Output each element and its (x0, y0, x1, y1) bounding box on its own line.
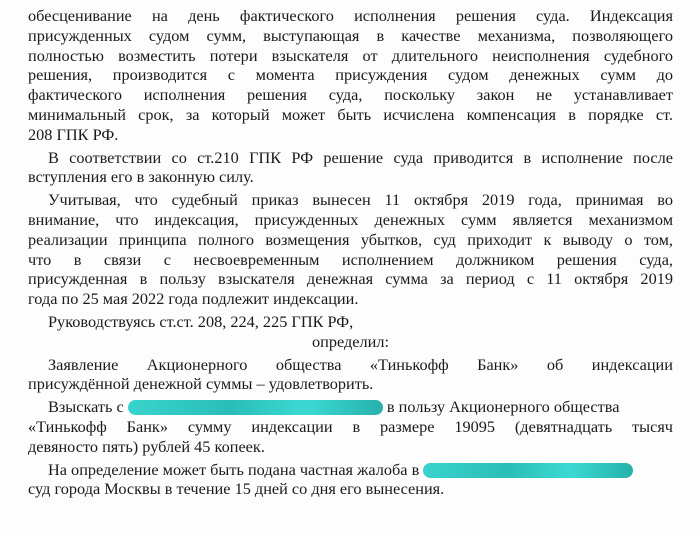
document-body (28, 6, 673, 499)
text-line: «Тинькофф Банк» сумму индексации в размере 19095 (девятнадцать тысяч (28, 416, 673, 436)
text-line: года по 25 мая 2022 года подлежит индексации. (28, 289, 359, 309)
text-line: В соответствии со ст.210 ГПК РФ решение суда приводится в исполнение после (48, 147, 673, 167)
text-line: присужденная в пользу взыскателя денежная сумма за период с 11 октября 2019 (28, 269, 673, 289)
text-line: вступления его в законную силу. (28, 167, 254, 187)
text-line: минимальный срок, за который может быть исчислена компенсация в порядке ст. (28, 104, 673, 124)
text-line: фактического исполнения решения суда, поскольку закон не устанавливает (28, 85, 673, 105)
text-line: решения, производится с момента присуждения судом денежных сумм до (28, 65, 673, 85)
text-line-with-redaction (28, 460, 673, 480)
decision-heading: определил: (311, 331, 389, 351)
redaction-mark (128, 400, 383, 415)
text-line: Учитывая, что судебный приказ вынесен 11 октября 2019 года, принимая во (48, 190, 673, 210)
text-line: присуждённой денежной суммы – удовлетворить. (28, 374, 374, 394)
text-line: полностью возместить потери взыскателя от длительного неисполнения судебного (28, 45, 673, 65)
text-fragment: в пользу Акционерного общества (386, 397, 620, 417)
text-line: Руководствуясь ст.ст. 208, 224, 225 ГПК РФ, (48, 311, 354, 331)
text-fragment: На определение может быть подана частная жалоба в (48, 459, 420, 479)
text-line: Заявление Акционерного общества «Тинькофф Банк» об индексации (48, 354, 673, 374)
text-line-with-redaction (28, 397, 673, 417)
text-line: 208 ГПК РФ. (28, 124, 119, 144)
text-line: присужденных судом сумм, выступающая в качестве механизма, позволяющего (28, 25, 673, 45)
text-line: что в связи с несвоевременным исполнением должником решения суда, (28, 249, 673, 269)
redaction-mark (423, 463, 633, 478)
text-line: девяносто пять) рублей 45 копеек. (28, 436, 265, 456)
text-line: суд города Москвы в течение 15 дней со дня его вынесения. (28, 479, 445, 499)
text-line: внимание, что индексация, присужденных денежных сумм является механизмом (28, 209, 673, 229)
text-fragment: Взыскать с (48, 397, 124, 417)
text-line: реализации принципа полного возмещения убытков, суд приходит к выводу о том, (28, 229, 673, 249)
text-line: обесценивание на день фактического исполнения решения суда. Индексация (28, 6, 673, 25)
